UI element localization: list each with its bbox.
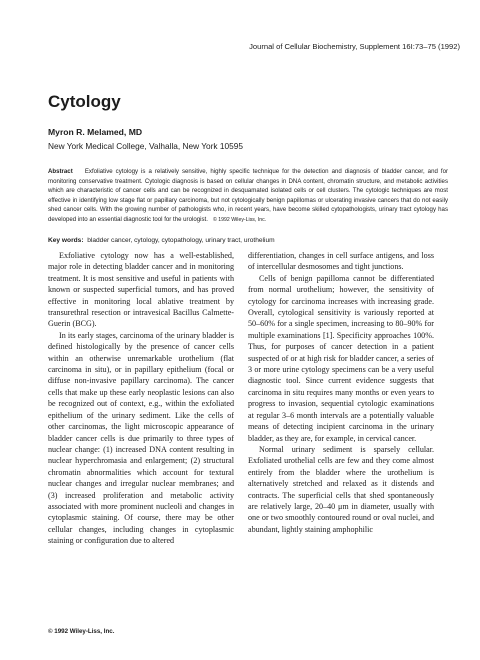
author-name: Myron R. Melamed, MD	[48, 127, 143, 137]
abstract-block	[48, 167, 448, 226]
body-column-right	[248, 250, 434, 535]
body-paragraph: In its early stages, carcinoma of the urinary bladder is defined histologically by the presence of cancer cells within an otherwise unremarkable urothelium (flat carcinoma in situ), or in papillary epithelium (focal or diffuse non-invasive papillary carcinoma). The cancer cells that make up these early neoplastic lesions can also be recognized out of context, e.g., within the exfoliated epithelium of the urinary sediment. Like the cells of other carcinomas, the light microscopic appearance of bladder cancer cells is due primarily to three types of nuclear change: (1) increased DNA content resulting in nuclear hyperchromasia and enlargement; (2) structural chromatin abnormalities which account for textural nuclear changes and irregular nuclear membranes; and (3) increased proliferation and metabolic activity associated with more prominent nucleoli and changes in cytoplasmic staining. Of course, there may be other cellular changes, including changes in cytoplasmic staining or configuration due to altered	[48, 330, 234, 546]
keywords-text: bladder cancer, cytology, cytopathology, urinary tract, urothelium	[87, 237, 275, 244]
author-affiliation: New York Medical College, Valhalla, New York 10595	[48, 141, 243, 151]
keywords-label: Key words:	[48, 237, 84, 244]
body-column-left	[48, 250, 234, 547]
journal-header: Journal of Cellular Biochemistry, Supplement 16I:73–75 (1992)	[249, 42, 460, 51]
abstract-copyright: © 1992 Wiley-Liss, Inc.	[213, 216, 267, 223]
body-paragraph: differentiation, changes in cell surface antigens, and loss of intercellular desmosomes and tight junctions.	[248, 251, 434, 272]
body-paragraph: Normal urinary sediment is sparsely cellular. Exfoliated urothelial cells are few and they come almost entirely from the bladder where the urothelium is alternatively stretched and relaxed as it distends and contracts. The superficial cells that shed spontaneously are relatively large, 20–40 μm in diameter, usually with one or two smoothly contoured round or oval nuclei, and abundant, lightly staining amphophilic	[248, 444, 434, 534]
abstract-label: Abstract	[48, 168, 73, 175]
abstract-text: Exfoliative cytology is a relatively sensitive, highly specific technique for the detection and diagnosis of bladder cancer, and for monitoring conservative treatment. Cytologic diagnosis is based on cellular changes in DNA content, chromatin structure, and metabolic activities which are characteristic of cancer cells and can be recognized in desquamated isolated cells or cell clusters. The cytologic techniques are most effective in identifying low stage flat or papillary carcinoma, but not cytologically benign papillomas or ulcerating invasive cancers that do not easily shed cancer cells. With the growing number of pathologists who, in recent years, have become skilled cytopathologists, urinary tract cytology has developed into an essential diagnostic tool for the urologist.	[48, 168, 448, 223]
article-title: Cytology	[48, 92, 121, 111]
body-paragraph: Cells of benign papilloma cannot be differentiated from normal urothelium; however, the sensitivity of cytology for carcinoma increases with increasing grade. Overall, cytological sensitivity is variously reported at 50–60% for a single specimen, increasing to 80–90% for multiple examinations [1]. Specificity approaches 100%. Thus, for purposes of cancer detection in a patient suspected of or at high risk for bladder cancer, a series of 3 or more urine cytology specimens can be a very useful diagnostic tool. Since current evidence suggests that carcinoma in situ requires many months or even years to progress to invasion, sequential cytologic examinations at regular 3–6 month intervals are a potentially valuable means of detecting incipient carcinoma in the urinary bladder, as they are, for example, in cervical cancer.	[248, 273, 434, 443]
footnote-copyright: © 1992 Wiley-Liss, Inc.	[48, 628, 115, 635]
keywords-block	[48, 237, 448, 244]
body-paragraph: Exfoliative cytology now has a well-established, major role in detecting bladder cancer and in monitoring treatment. It is most sensitive and useful in patients with known or suspected superficial tumors, and has proved effective in monitoring local ablative treatment by transurethral resection or intravesical Bacillus Calmette-Guerin (BCG).	[48, 251, 234, 329]
